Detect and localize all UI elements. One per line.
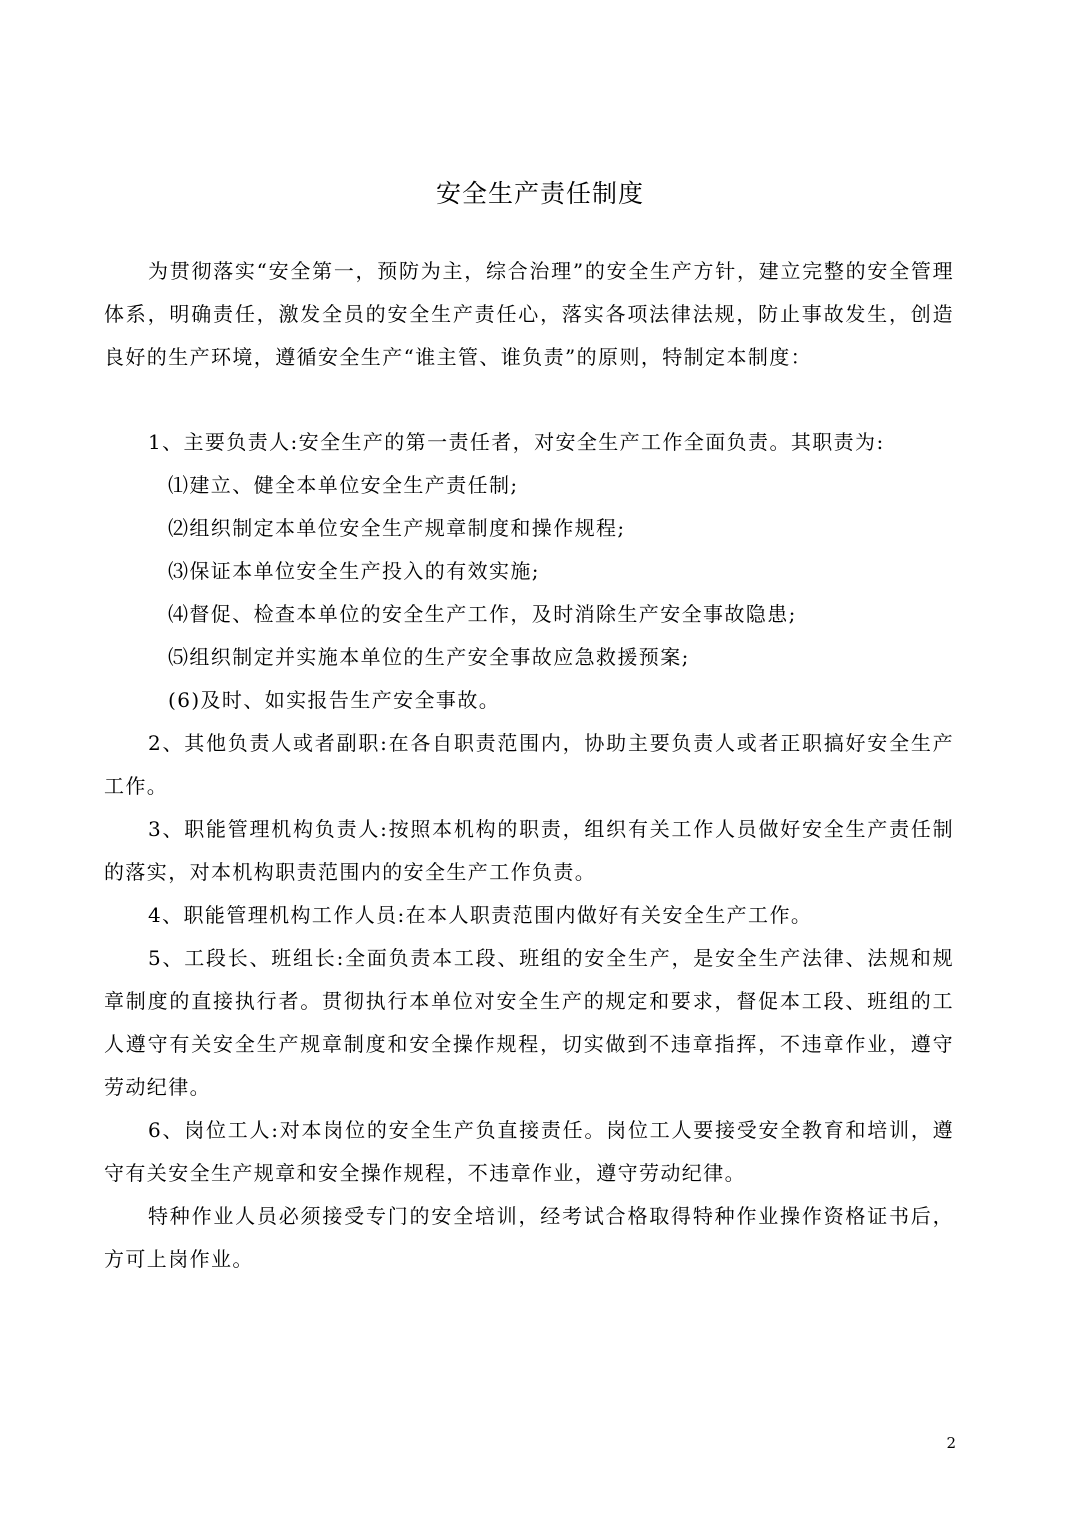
page-number: 2	[946, 1434, 956, 1452]
document-body	[104, 250, 954, 1281]
item-5-team-leader: 5、工段长、班组长:全面负责本工段、班组的安全生产，是安全生产法律、法规和规章制度的直接执行者。贯彻执行本单位对安全生产的规定和要求，督促本工段、班组的工人遵守有关安全生产规章制度和安全操作规程，切实做到不违章指挥，不违章作业，遵守劳动纪律。	[104, 946, 954, 1099]
item-4-department-staff: 4、职能管理机构工作人员:在本人职责范围内做好有关安全生产工作。	[148, 903, 813, 927]
intro-paragraph: 为贯彻落实“安全第一，预防为主，综合治理”的安全生产方针，建立完整的安全管理体系，明确责任，激发全员的安全生产责任心，落实各项法律法规，防止事故发生，创造良好的生产环境，遵循安全生产“谁主管、谁负责”的原则，特制定本制度：	[104, 259, 954, 369]
duty-2: ⑵组织制定本单位安全生产规章制度和操作规程;	[168, 516, 626, 540]
duty-4: ⑷督促、检查本单位的安全生产工作，及时消除生产安全事故隐患;	[168, 602, 797, 626]
item-6-post-worker: 6、岗位工人:对本岗位的安全生产负直接责任。岗位工人要接受安全教育和培训，遵守有关安全生产规章和安全操作规程，不违章作业，遵守劳动纪律。	[104, 1118, 954, 1185]
duty-1: ⑴建立、健全本单位安全生产责任制;	[168, 473, 519, 497]
closing-paragraph: 特种作业人员必须接受专门的安全培训，经考试合格取得特种作业操作资格证书后，方可上岗作业。	[104, 1204, 954, 1271]
duty-3: ⑶保证本单位安全生产投入的有效实施;	[168, 559, 540, 583]
duty-6: (6)及时、如实报告生产安全事故。	[168, 688, 501, 712]
document-title: 安全生产责任制度	[435, 179, 644, 208]
item-1-main-responsible-person: 1、主要负责人:安全生产的第一责任者，对安全生产工作全面负责。其职责为:	[148, 430, 885, 454]
duty-5: ⑸组织制定并实施本单位的生产安全事故应急救援预案;	[168, 645, 690, 669]
item-2-deputy-responsible-person: 2、其他负责人或者副职:在各自职责范围内，协助主要负责人或者正职搞好安全生产工作。	[104, 731, 954, 798]
item-3-department-head: 3、职能管理机构负责人:按照本机构的职责，组织有关工作人员做好安全生产责任制的落实，对本机构职责范围内的安全生产工作负责。	[104, 817, 954, 884]
